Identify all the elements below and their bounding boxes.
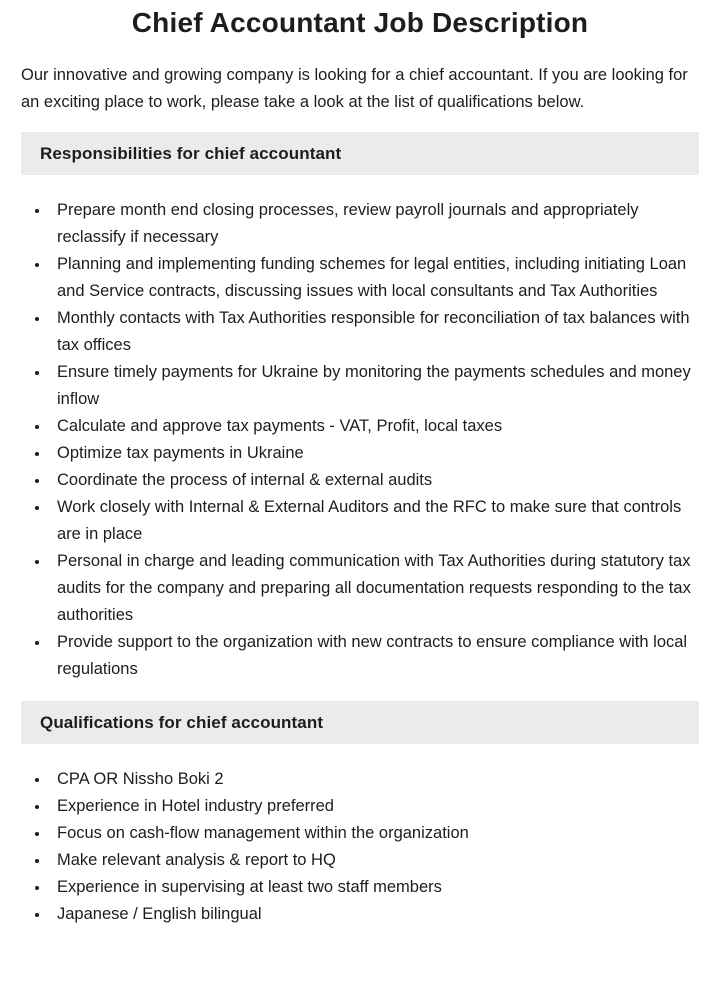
list-item: • Monthly contacts with Tax Authorities responsible for reconciliation of tax balances with tax offices <box>50 305 699 359</box>
list-item: • Provide support to the organization with new contracts to ensure compliance with local regulations <box>50 629 699 683</box>
list-item: • CPA OR Nissho Boki 2 <box>50 766 699 793</box>
list-item: • Prepare month end closing processes, review payroll journals and appropriately reclassify if necessary <box>50 197 699 251</box>
page-title: Chief Accountant Job Description <box>131 7 589 38</box>
section-qualifications <box>21 701 699 928</box>
responsibilities-list <box>21 197 699 683</box>
qualifications-heading: Qualifications for chief accountant <box>40 713 324 732</box>
list-item: • Ensure timely payments for Ukraine by monitoring the payments schedules and money inflow <box>50 359 699 413</box>
list-item: • Experience in Hotel industry preferred <box>50 793 699 820</box>
list-item: • Japanese / English bilingual <box>50 901 699 928</box>
section-responsibilities <box>21 132 699 683</box>
list-item: • Make relevant analysis & report to HQ <box>50 847 699 874</box>
responsibilities-heading-bar <box>21 132 699 175</box>
list-item: • Focus on cash-flow management within the organization <box>50 820 699 847</box>
qualifications-list <box>21 766 699 928</box>
list-item: • Coordinate the process of internal & external audits <box>50 467 699 494</box>
list-item: • Personal in charge and leading communication with Tax Authorities during statutory tax audits for the company and preparing all documentation requests responding to the tax authorities <box>50 548 699 629</box>
list-item: • Optimize tax payments in Ukraine <box>50 440 699 467</box>
responsibilities-heading: Responsibilities for chief accountant <box>40 144 342 163</box>
list-item: • Planning and implementing funding schemes for legal entities, including initiating Loan and Service contracts, discussing issues with local consultants and Tax Authorities <box>50 251 699 305</box>
list-item: • Experience in supervising at least two staff members <box>50 874 699 901</box>
list-item: • Work closely with Internal & External Auditors and the RFC to make sure that controls are in place <box>50 494 699 548</box>
list-item: • Calculate and approve tax payments - VAT, Profit, local taxes <box>50 413 699 440</box>
intro-paragraph: Our innovative and growing company is looking for a chief accountant. If you are looking for an exciting place to work, please take a look at the list of qualifications below. <box>21 66 688 111</box>
qualifications-heading-bar <box>21 701 699 744</box>
